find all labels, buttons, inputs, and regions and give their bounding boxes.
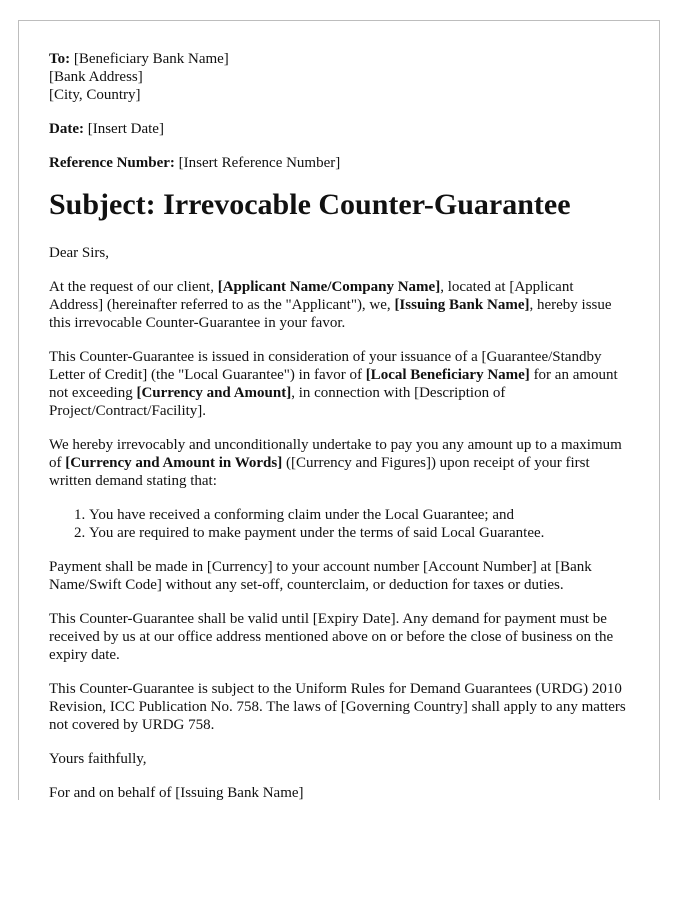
- salutation: Dear Sirs,: [49, 245, 109, 261]
- local-beneficiary-name: [Local Beneficiary Name]: [365, 367, 530, 383]
- list-item: 2. You are required to make payment under the terms of said Local Guarantee.: [89, 524, 629, 542]
- reference-line: [49, 154, 629, 172]
- text-run: , located at [Applicant Address] (hereinafter referred to as the "Applicant"), we,: [49, 279, 574, 313]
- closing: Yours faithfully,: [49, 751, 147, 767]
- reference-value: [Insert Reference Number]: [178, 155, 341, 171]
- bank-address: [Bank Address]: [49, 69, 143, 85]
- reference-label: Reference Number:: [49, 155, 175, 171]
- paragraph-request: [49, 278, 629, 332]
- recipient-address: [49, 50, 629, 104]
- text-run: We hereby irrevocably and unconditionally undertake to pay you any amount up to a maximum of: [49, 437, 622, 471]
- recipient-line: [49, 50, 629, 68]
- text-run: , in connection with [Description of Project/Contract/Facility].: [49, 385, 506, 419]
- applicant-name: [Applicant Name/Company Name]: [217, 279, 441, 295]
- conditions-list: [49, 506, 629, 542]
- text-run: for an amount not exceeding: [49, 367, 618, 401]
- paragraph-payment: Payment shall be made in [Currency] to your account number [Account Number] at [Bank Name/Swift Code] without any set-off, counterclaim, or deduction for taxes or duties.: [49, 559, 592, 593]
- issuing-bank-name: [Issuing Bank Name]: [394, 297, 530, 313]
- amount-in-words: [Currency and Amount in Words]: [65, 455, 283, 471]
- list-item: 1. You have received a conforming claim under the Local Guarantee; and: [89, 506, 629, 524]
- text-run: At the request of our client,: [49, 279, 218, 295]
- paragraph-consideration: [49, 348, 629, 420]
- text-run: ([Currency and Figures]) upon receipt of your first written demand stating that:: [49, 455, 590, 489]
- date-line: [49, 120, 629, 138]
- paragraph-undertaking: [49, 436, 629, 490]
- date-label: Date:: [49, 121, 84, 137]
- paragraph-urdg: This Counter-Guarantee is subject to the Uniform Rules for Demand Guarantees (URDG) 2010 Revision, ICC Publication No. 758. The laws of [Governing Country] shall apply to any matters not covered by URDG 758.: [49, 681, 626, 733]
- paragraph-validity: This Counter-Guarantee shall be valid until [Expiry Date]. Any demand for payment must be received by us at our office address mentioned above on or before the close of business on the expiry date.: [49, 611, 614, 663]
- signoff: For and on behalf of [Issuing Bank Name]: [49, 785, 304, 800]
- letter-page: [18, 20, 660, 800]
- city-country: [City, Country]: [49, 87, 141, 103]
- to-label: To:: [49, 51, 71, 67]
- date-value: [Insert Date]: [87, 121, 164, 137]
- subject-heading: Subject: Irrevocable Counter-Guarantee: [49, 188, 571, 221]
- currency-amount: [Currency and Amount]: [136, 385, 292, 401]
- text-run: , hereby issue this irrevocable Counter-Guarantee in your favor.: [49, 297, 612, 331]
- beneficiary-bank-name: [Beneficiary Bank Name]: [73, 51, 229, 67]
- text-run: This Counter-Guarantee is issued in consideration of your issuance of a [Guarantee/Standby Letter of Credit] (the "Local Guarantee") in favor of: [49, 349, 602, 383]
